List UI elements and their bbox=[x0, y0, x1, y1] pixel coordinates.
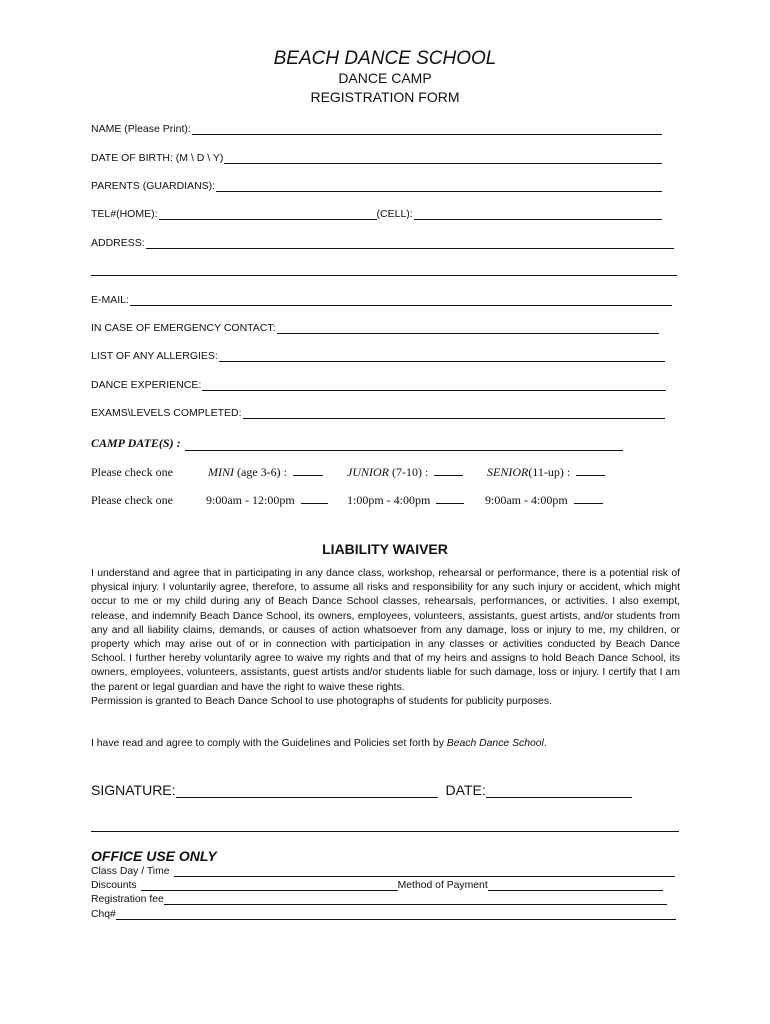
time-slot-fullday-option bbox=[485, 493, 603, 508]
time-slot-afternoon-checkbox[interactable] bbox=[436, 493, 464, 504]
emergency-label: IN CASE OF EMERGENCY CONTACT: bbox=[91, 322, 276, 334]
emergency-input-line[interactable] bbox=[277, 323, 659, 334]
address-line-2 bbox=[91, 265, 677, 276]
signature-row bbox=[91, 782, 632, 798]
form-subtitle-registration: REGISTRATION FORM bbox=[310, 89, 460, 105]
time-slot-morning-option bbox=[206, 493, 328, 508]
age-senior-label: SENIOR bbox=[487, 465, 529, 479]
address-field bbox=[91, 237, 674, 249]
experience-field bbox=[91, 379, 666, 391]
age-junior-checkbox[interactable] bbox=[434, 465, 463, 476]
date-input-line[interactable] bbox=[486, 785, 632, 798]
registration-fee-input-line[interactable] bbox=[164, 894, 667, 905]
age-mini-range: (age 3-6) : bbox=[234, 465, 287, 479]
payment-method-input-line[interactable] bbox=[488, 880, 663, 891]
time-slot-afternoon-label: 1:00pm - 4:00pm bbox=[347, 493, 431, 507]
age-mini-label: MINI bbox=[208, 465, 234, 479]
registration-fee-label: Registration fee bbox=[91, 894, 164, 905]
parents-label: PARENTS (GUARDIANS): bbox=[91, 180, 216, 192]
office-registration-fee-row bbox=[91, 894, 667, 905]
camp-dates-label: CAMP DATE(S) : bbox=[91, 436, 181, 450]
age-senior-option bbox=[487, 465, 605, 480]
liability-waiver-text bbox=[91, 567, 680, 709]
time-slot-check-label: Please check one bbox=[91, 493, 173, 507]
emergency-field bbox=[91, 322, 659, 334]
chq-input-line[interactable] bbox=[116, 909, 676, 920]
email-label: E-MAIL: bbox=[91, 294, 129, 306]
waiver-body: I understand and agree that in participating in any dance class, workshop, rehearsal or performance, there is a potential risk of physical injury. I voluntarily agree, therefore, to assume all risks and responsibility for any such injury or accident, which might occur to me or my child during any of Beach Dance School classes, rehearsals, performances, or activities. I also exempt, release, and indemnify Beach Dance School, its owners, employees, volunteers, assistants, guest artists, and/or students from any and all liability claims, demands, or causes of action whatsoever from any damage, loss or injury to me, my children, or property which may arise out of or in connection with participation in any classes or activities conducted by Beach Dance School. I further hereby voluntarily agree to waive my rights and that of my heirs and assigns to hold Beach Dance School, its owners, employees, volunteers, assistants, guest artists and/or students liable for such damage, loss or injury. I certify that I am the parent or legal guardian and have the right to waive these rights. bbox=[91, 568, 680, 693]
age-junior-range: (7-10) : bbox=[389, 465, 429, 479]
agreement-school: Beach Dance School bbox=[446, 738, 544, 749]
signature-label: SIGNATURE: bbox=[91, 782, 176, 798]
time-slot-morning-checkbox[interactable] bbox=[301, 493, 328, 504]
age-junior-label: JUNIOR bbox=[347, 465, 389, 479]
name-input-line[interactable] bbox=[192, 124, 662, 135]
address-label: ADDRESS: bbox=[91, 237, 145, 249]
name-label: NAME (Please Print): bbox=[91, 123, 191, 135]
email-field bbox=[91, 294, 672, 306]
liability-waiver-heading: LIABILITY WAIVER bbox=[322, 541, 448, 557]
class-day-input-line[interactable] bbox=[174, 866, 675, 877]
experience-label: DANCE EXPERIENCE: bbox=[91, 379, 202, 391]
allergies-field bbox=[91, 350, 665, 362]
office-discounts-row bbox=[91, 880, 663, 891]
age-senior-range: (11-up) : bbox=[528, 465, 571, 479]
dob-label: DATE OF BIRTH: (M \ D \ Y) bbox=[91, 152, 224, 164]
exams-label: EXAMS\LEVELS COMPLETED: bbox=[91, 407, 242, 419]
payment-method-label: Method of Payment bbox=[397, 880, 488, 891]
chq-label: Chq# bbox=[91, 909, 116, 920]
photo-permission: Permission is granted to Beach Dance School to use photographs of students for publicity purposes. bbox=[91, 695, 552, 707]
agreement-prefix: I have read and agree to comply with the Guidelines and Policies set forth by bbox=[91, 738, 447, 749]
email-input-line[interactable] bbox=[130, 295, 672, 306]
agreement-suffix: . bbox=[543, 738, 547, 749]
parents-input-line[interactable] bbox=[216, 181, 662, 192]
discounts-input-line[interactable] bbox=[141, 880, 398, 891]
divider-line bbox=[91, 831, 679, 832]
dob-input-line[interactable] bbox=[224, 153, 662, 164]
office-use-heading: OFFICE USE ONLY bbox=[91, 848, 217, 864]
form-subtitle-camp: DANCE CAMP bbox=[338, 70, 432, 86]
age-junior-option bbox=[347, 465, 463, 480]
date-label: DATE: bbox=[445, 782, 486, 798]
office-chq-row bbox=[91, 909, 676, 920]
signature-input-line[interactable] bbox=[176, 785, 438, 798]
class-day-label: Class Day / Time bbox=[91, 866, 170, 877]
tel-home-label: TEL#(HOME): bbox=[91, 208, 158, 220]
office-class-day-row bbox=[91, 866, 675, 877]
agreement-statement bbox=[91, 738, 547, 749]
time-slot-fullday-label: 9:00am - 4:00pm bbox=[485, 493, 568, 507]
discounts-label: Discounts bbox=[91, 880, 137, 891]
time-slot-afternoon-option bbox=[347, 493, 464, 508]
tel-field bbox=[91, 208, 662, 220]
allergies-label: LIST OF ANY ALLERGIES: bbox=[91, 350, 218, 362]
time-slot-morning-label: 9:00am - 12:00pm bbox=[206, 493, 295, 507]
form-title: BEACH DANCE SCHOOL bbox=[273, 48, 497, 69]
experience-input-line[interactable] bbox=[202, 380, 666, 391]
allergies-input-line[interactable] bbox=[219, 351, 665, 362]
exams-input-line[interactable] bbox=[243, 408, 665, 419]
time-slot-fullday-checkbox[interactable] bbox=[574, 493, 603, 504]
exams-field bbox=[91, 407, 665, 419]
tel-home-input-line[interactable] bbox=[159, 209, 377, 220]
name-field bbox=[91, 123, 662, 135]
dob-field bbox=[91, 152, 662, 164]
tel-cell-label: (CELL): bbox=[376, 208, 413, 220]
age-mini-checkbox[interactable] bbox=[293, 465, 323, 476]
age-mini-option bbox=[208, 465, 323, 480]
age-group-check-label: Please check one bbox=[91, 465, 173, 479]
camp-dates-field bbox=[91, 436, 623, 451]
age-senior-checkbox[interactable] bbox=[576, 465, 605, 476]
address-input-line-2[interactable] bbox=[91, 265, 677, 276]
tel-cell-input-line[interactable] bbox=[414, 209, 662, 220]
address-input-line[interactable] bbox=[146, 238, 674, 249]
camp-dates-input-line[interactable] bbox=[185, 440, 623, 451]
parents-field bbox=[91, 180, 662, 192]
